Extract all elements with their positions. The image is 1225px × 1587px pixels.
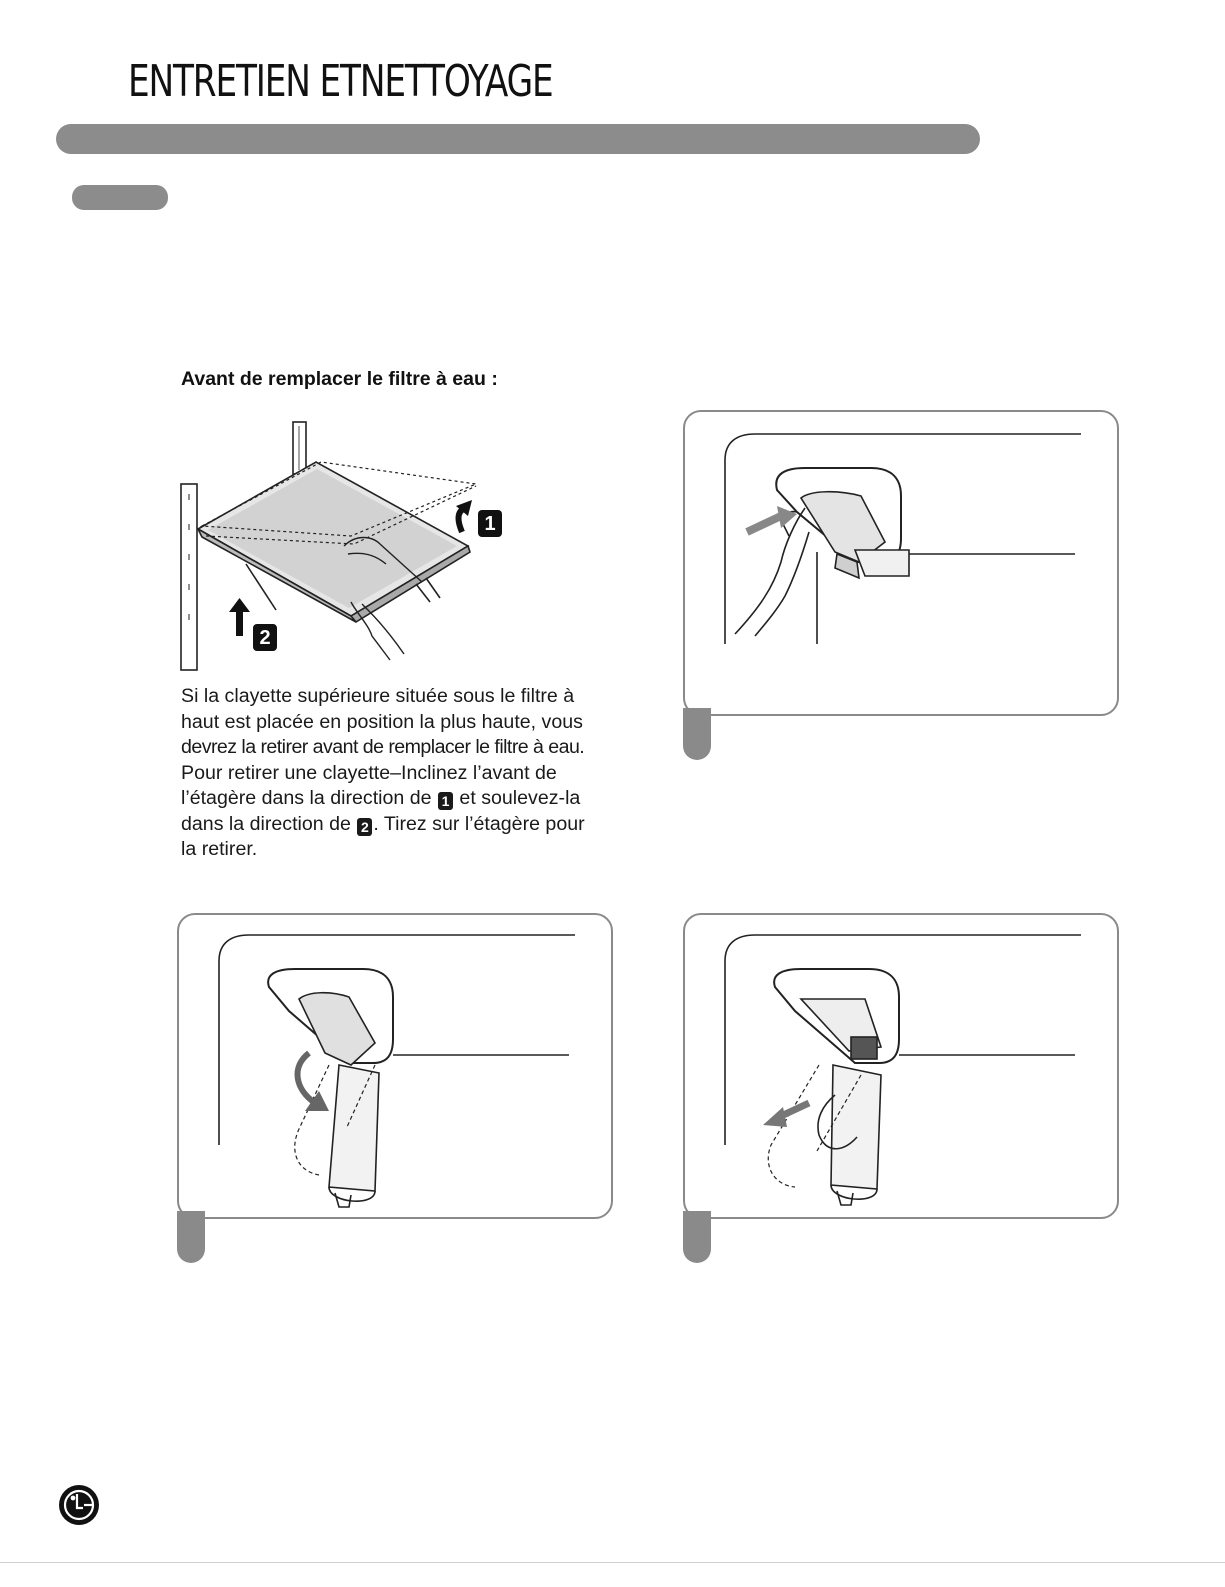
subheading: Avant de remplacer le filtre à eau : [181,368,498,390]
paragraph-line: devrez la retirer avant de remplacer le filtre à eau. [181,736,585,758]
step-tab [683,708,711,760]
step-2-badge: 2 [259,627,271,649]
paragraph-text: l’étagère dans la direction de [181,787,437,809]
paragraph-line: Pour retirer une clayette–Inclinez l’avant de [181,761,557,784]
filter-rotate-illustration [179,915,613,1219]
paragraph-line: Si la clayette supérieure située sous le filtre à [181,685,575,707]
paragraph-line [181,786,633,812]
step-tab [177,1211,205,1263]
paragraph-text: et soulevez-la [453,787,581,809]
paragraph-text: dans la direction de [181,812,357,835]
paragraph-line [181,812,633,838]
bottom-rule [0,1562,1225,1563]
instructions-paragraph [181,684,633,863]
step-2-inline-badge: 2 [357,818,372,836]
page-title: ENTRETIEN ETNETTOYAGE [128,56,553,107]
step-1-inline-badge: 1 [438,792,453,810]
step-tab [683,1211,711,1263]
step-panel-rotate [177,913,613,1219]
paragraph-text: . Tirez sur l’étagère pour [373,812,585,835]
lg-logo [58,1484,100,1526]
step-panel-press [683,410,1119,716]
title-bar [56,124,980,154]
paragraph-line: la retirer. [181,838,258,860]
filter-release-illustration [685,412,1119,716]
shelf-removal-illustration [176,414,516,674]
step-1-badge: 1 [484,513,496,535]
paragraph-line: haut est placée en position la plus haute, vous [181,710,583,733]
section-pill [72,185,168,210]
filter-pull-out-illustration [685,915,1119,1219]
step-panel-pull [683,913,1119,1219]
